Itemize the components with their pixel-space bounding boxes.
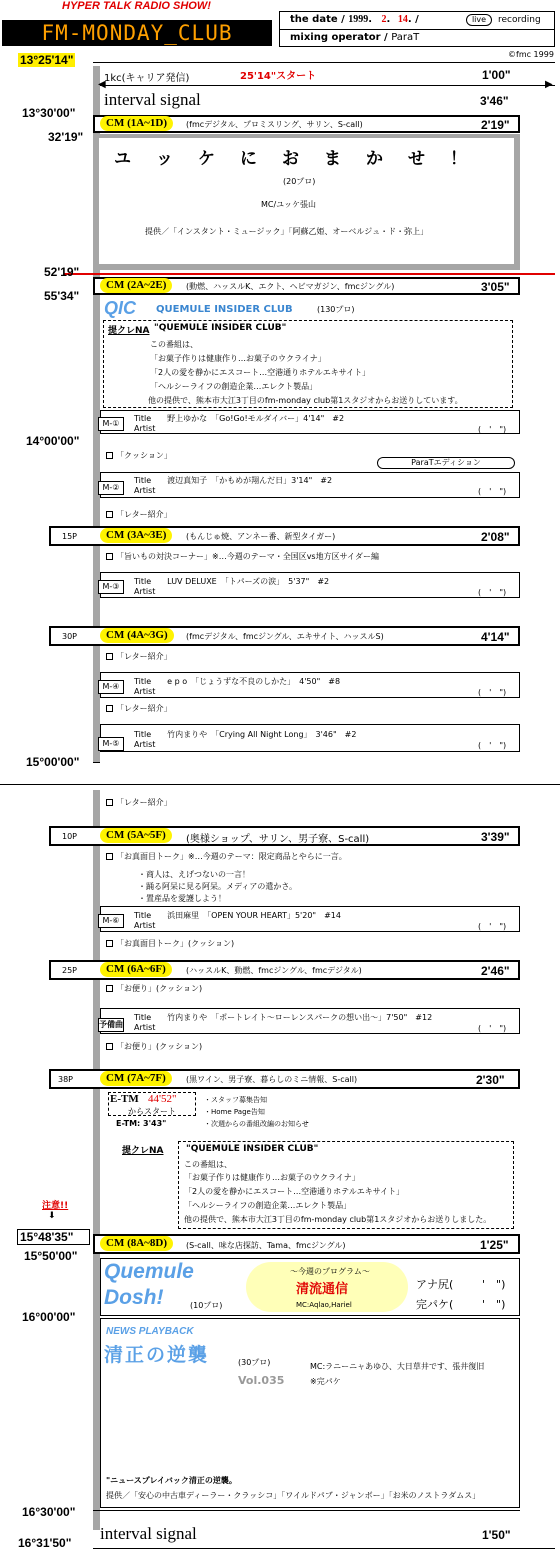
talk-bullet-1: ・商人は、えげつないの一言！: [138, 870, 250, 879]
m4-title: Title e p o 「じょうずな不良のしかた」 4'50" #8: [134, 677, 341, 686]
quemule-dosh-logo-1: Quemule: [104, 1260, 194, 1283]
kc-duration: 1'00": [482, 68, 511, 82]
talk-bullet-3: ・置産品を愛護しよう！: [138, 894, 226, 903]
letter-4: [106, 797, 172, 808]
news-playback-label: NEWS PLAYBACK: [106, 1326, 194, 1337]
taiketsu-text: 「旨いもの対決コーナー」※…今週のテーマ・全国区vs地方区サイダー編: [116, 552, 380, 561]
time-32-19: 32'19": [48, 130, 84, 144]
quemule-dosh-logo-2: Dosh!: [104, 1286, 164, 1309]
cm2-desc: (動燃、ハッスルK、エクト、ヘビマガジン、fmcジングル): [186, 282, 395, 291]
time-15-00: 15°00'00": [26, 755, 80, 769]
na-line-5: 他の提供で、熊本市大江3丁目のfm-monday club第1スタジオからお送りしています。: [148, 396, 463, 405]
cm6-page: 25P: [62, 966, 78, 975]
letter-1-text: 「レター紹介」: [116, 510, 172, 519]
cm5-desc: (奥様ショップ、サリン、男子寮、S-call): [186, 834, 370, 845]
na-line-2: 「お菓子作りは健康作り…お菓子のウクライナ」: [150, 354, 326, 363]
cm4-label: CM (4A~3G): [100, 628, 174, 643]
na2-title: "QUEMULE INSIDER CLUB": [186, 1144, 319, 1154]
cm8-duration: 1'25": [480, 1238, 509, 1252]
down-arrow-icon: ⬇: [48, 1211, 56, 1221]
ana-label: アナ尻(: [416, 1278, 454, 1291]
spare-song-duration-blank: ( ' "): [478, 1024, 507, 1033]
cushion-1-text: 「クッション」: [116, 451, 172, 460]
m4-duration-blank: ( ' "): [478, 688, 507, 697]
otayori-1: [106, 983, 202, 994]
letter-2: [106, 651, 172, 662]
na2-label: [122, 1143, 164, 1156]
date-month: 2: [381, 14, 387, 25]
letter-1: [106, 509, 172, 520]
m6-artist: Artist: [134, 921, 156, 930]
na-line-1: この番組は、: [150, 340, 198, 349]
date-box: the date / 1999. 2. 14. / live recording mixing operator / ParaT: [279, 11, 555, 47]
etm-length: E-TM: 3'43": [116, 1119, 167, 1128]
letter-3-text: 「レター紹介」: [116, 704, 172, 713]
start-note: 25'14"スタート: [240, 71, 317, 82]
time-16-00: 16°00'00": [22, 1310, 76, 1324]
m4-label: M-④: [98, 680, 124, 694]
na-line-3: 「2人の愛を静かにエスコート…空港通りホテルエキサイト」: [150, 368, 371, 377]
date-year: 1999: [348, 14, 369, 25]
news-sponsor: 提供／「安心の中古車ディーラー・クラッシコ」「ワイルドパブ・ジャンボー」「お米のノストラダムス」: [106, 1491, 481, 1500]
date-day: 14: [397, 14, 408, 25]
page-divider: [0, 784, 560, 785]
arrow-left-icon: ◀: [98, 79, 106, 90]
na2-line-1: この番組は、: [184, 1160, 232, 1169]
qic-logo: QIC: [104, 298, 137, 318]
cm2-label: CM (2A~2E): [100, 278, 172, 293]
majime-cushion: [106, 938, 234, 949]
interval-signal: interval signal: [104, 90, 201, 109]
m3-duration-blank: ( ' "): [478, 588, 507, 597]
news-volume: Vol.035: [238, 1374, 285, 1387]
caution-label: 注意!!: [42, 1201, 69, 1211]
spare-song-label: 予備曲: [98, 1018, 124, 1032]
program-label: ～今週のプログラム～: [290, 1267, 370, 1276]
cm3-label: CM (3A~3E): [100, 528, 172, 543]
kanpake-value: ' "): [482, 1298, 506, 1311]
letter-4-text: 「レター紹介」: [116, 798, 172, 807]
interval-arrow: [100, 85, 555, 86]
parat-edition-badge: [377, 457, 515, 469]
m6-duration-blank: ( ' "): [478, 922, 507, 931]
homepage-notice: ・Home Page告知: [204, 1108, 265, 1116]
arrow-right-icon: ▶: [545, 79, 553, 90]
cm1-label: CM (1A~1D): [100, 116, 173, 131]
page2-time-bar: [93, 790, 100, 1530]
show-logo-text: FM-MONDAY_CLUB: [41, 21, 233, 45]
m3-artist: Artist: [134, 587, 156, 596]
schedule-notice: ・次週からの番組改編のお知らせ: [204, 1120, 309, 1128]
cm7-page: 38P: [58, 1075, 74, 1084]
m1-artist: Artist: [134, 424, 156, 433]
show-logo: [2, 20, 272, 46]
na-label: [108, 323, 150, 336]
final-separator: [93, 1510, 520, 1511]
m1-title: Title 野上ゆかな 「Go!Go!モルダイバー」4'14" #2: [134, 414, 345, 423]
m3-title: Title LUV DELUXE 「トパーズの涙」 5'37" #2: [134, 577, 330, 586]
otayori-2-text: 「お便り」(クッション): [116, 1042, 203, 1051]
majime-talk-text: 「お真面目トーク」※…今週のテーマ：限定商品とやらに一言。: [116, 852, 347, 861]
yukke-title: ユ ッ ケ に お ま か せ ！: [114, 149, 471, 169]
na-label-text: 提クレNA: [108, 326, 150, 336]
kc-label: 1kc(キャリア発信): [104, 73, 190, 84]
page1-end-line: [93, 762, 100, 763]
na-line-4: 「ヘルシーライフの創造企業…エレクト製品」: [150, 382, 318, 391]
cm3-duration: 2'08": [481, 530, 510, 544]
cm7-label: CM (7A~7F): [100, 1071, 172, 1086]
time-13-30: 13°30'00": [22, 106, 76, 120]
m5-label: M-⑤: [98, 737, 124, 751]
news-program-count: (30プロ): [238, 1358, 271, 1367]
na2-line-3: 「2人の愛を静かにエスコート…空港通りホテルエキサイト」: [184, 1187, 405, 1196]
parat-edition-text: ParaTエディション: [411, 458, 481, 467]
qic-name: QUEMULE INSIDER CLUB: [156, 304, 293, 315]
m2-duration-blank: ( ' "): [478, 487, 507, 496]
mixing-label: mixing operator /: [290, 32, 388, 43]
m2-title: Title 渡辺真知子 「かもめが翔んだ日」3'14" #2: [134, 476, 333, 485]
etm-start-label: からスタート: [128, 1107, 176, 1116]
m2-label: M-②: [98, 481, 124, 495]
date-label: the date /: [290, 14, 345, 25]
time-52-19: 52'19": [44, 265, 80, 279]
yukke-mc: MC/ユッケ張山: [261, 200, 317, 209]
m5-title: Title 竹内まりや 「Crying All Night Long」 3'46" #2: [134, 730, 357, 739]
time-15-48-35: 15°48'35": [20, 1230, 74, 1244]
na2-line-5: 他の提供で、熊本市大江3丁目のfm-monday club第1スタジオからお送りしました。: [184, 1215, 492, 1224]
news-playback-title: 清正の逆襲: [104, 1344, 210, 1366]
yukke-sponsor: 提供／「インスタント・ミュージック」「阿蘇乙姫、オーベルジュ・ド・弥上」: [145, 227, 429, 236]
m1-label: M-①: [98, 417, 124, 431]
spare-song-artist: Artist: [134, 1023, 156, 1032]
cm3-desc: (もんじゅ焼、アンネー番、新型タイガー): [186, 532, 336, 541]
final-line: [93, 1548, 555, 1549]
cushion-1: [106, 450, 172, 461]
etm-label: E-TM: [110, 1093, 139, 1105]
red-marker-line: [64, 273, 555, 275]
yukke-program-count: (20プロ): [283, 177, 316, 186]
spare-song-title: Title 竹内まりや 「ポートレイト～ローレンスパークの想い出～」7'50" #12: [134, 1013, 433, 1022]
staff-notice: ・スタッフ募集告知: [204, 1096, 267, 1104]
time-15-50: 15°50'00": [24, 1249, 78, 1263]
time-16-31-50: 16°31'50": [18, 1536, 72, 1550]
cm1-desc: (fmcデジタル、プロミスリング、サリン、S-call): [186, 120, 363, 129]
m2-artist: Artist: [134, 486, 156, 495]
final-interval-duration: 1'50": [482, 1528, 511, 1542]
letter-3: [106, 703, 172, 714]
cm2-duration: 3'05": [481, 280, 510, 294]
letter-2-text: 「レター紹介」: [116, 652, 172, 661]
cm5-page: 10P: [62, 832, 78, 841]
cm8-desc: (S-call、味な店探訪、Tama、fmcジングル): [186, 1241, 346, 1250]
program-mc: MC:Aqlao,Hariel: [296, 1301, 352, 1309]
m4-artist: Artist: [134, 687, 156, 696]
news-mc: MC:ラニーニャあゆひ、大日草井です、張井復旧: [310, 1362, 485, 1371]
qic-program-count: (130プロ): [317, 305, 355, 314]
ana-value: ' "): [482, 1278, 506, 1291]
cm1-duration: 2'19": [481, 118, 510, 132]
cm8-label: CM (8A~8D): [100, 1236, 173, 1251]
time-16-30: 16°30'00": [22, 1505, 76, 1519]
etm-start-time: 44'52": [148, 1093, 177, 1105]
recording-label: recording: [498, 15, 541, 25]
final-interval-signal: interval signal: [100, 1524, 197, 1543]
majime-talk: [106, 851, 347, 862]
otayori-2: [106, 1041, 202, 1052]
cm6-label: CM (6A~6F): [100, 962, 172, 977]
news-kanpake: ※完パケ: [310, 1377, 341, 1386]
m5-duration-blank: ( ' "): [478, 741, 507, 750]
cm5-duration: 3'39": [481, 830, 510, 844]
interval-duration: 3'46": [480, 94, 509, 108]
start-time-text: 13°25'14": [20, 53, 74, 67]
start-time: [18, 53, 75, 67]
otayori-1-text: 「お便り」(クッション): [116, 984, 203, 993]
live-badge: [466, 14, 492, 26]
hyper-talk-title: HYPER TALK RADIO SHOW!: [62, 0, 211, 12]
cm4-desc: (fmcデジタル、fmcジングル、エキサイト、ハッスルS): [186, 632, 384, 641]
live-label: live: [471, 15, 487, 24]
cm6-duration: 2'46": [481, 964, 510, 978]
m1-duration-blank: ( ' "): [478, 425, 507, 434]
time-55-34: 55'34": [44, 289, 80, 303]
na2-label-text: 提クレNA: [122, 1146, 164, 1156]
talk-bullet-2: ・踊る阿呆に見る阿呆。メディアの遣かさ。: [138, 882, 298, 891]
operator-name: ParaT: [391, 32, 420, 43]
quemule-dosh-program-count: (10プロ): [190, 1301, 223, 1310]
cm4-page: 30P: [62, 632, 78, 641]
m3-label: M-③: [98, 580, 124, 594]
cm7-duration: 2'30": [476, 1073, 505, 1087]
cm6-desc: (ハッスルK、動燃、fmcジングル、fmcデジタル): [186, 966, 362, 975]
majime-cushion-text: 「お真面目トーク」(クッション): [116, 939, 235, 948]
taiketsu-corner: [106, 551, 379, 562]
na2-line-2: 「お菓子作りは健康作り…お菓子のウクライナ」: [184, 1173, 360, 1182]
cm5-label: CM (5A~5F): [100, 828, 172, 843]
m5-artist: Artist: [134, 740, 156, 749]
na2-line-4: 「ヘルシーライフの創造企業…エレクト製品」: [184, 1201, 352, 1210]
cm3-page: 15P: [62, 532, 78, 541]
kanpake-label: 完パケ(: [416, 1298, 454, 1311]
m6-label: M-⑥: [98, 914, 124, 928]
m6-title: Title 浜田麻里 「OPEN YOUR HEART」5'20" #14: [134, 911, 341, 920]
copyright: ©fmc 1999: [508, 50, 554, 59]
cm7-desc: (黒ワイン、男子寮、暮らしのミニ情報、S-call): [186, 1075, 358, 1084]
news-na: "ニュースプレイバック清正の逆襲。: [106, 1476, 237, 1485]
time-14-00: 14°00'00": [26, 434, 80, 448]
cm4-duration: 4'14": [481, 630, 510, 644]
program-title: 清流通信: [296, 1282, 349, 1297]
na-title: "QUEMULE INSIDER CLUB": [154, 323, 287, 333]
